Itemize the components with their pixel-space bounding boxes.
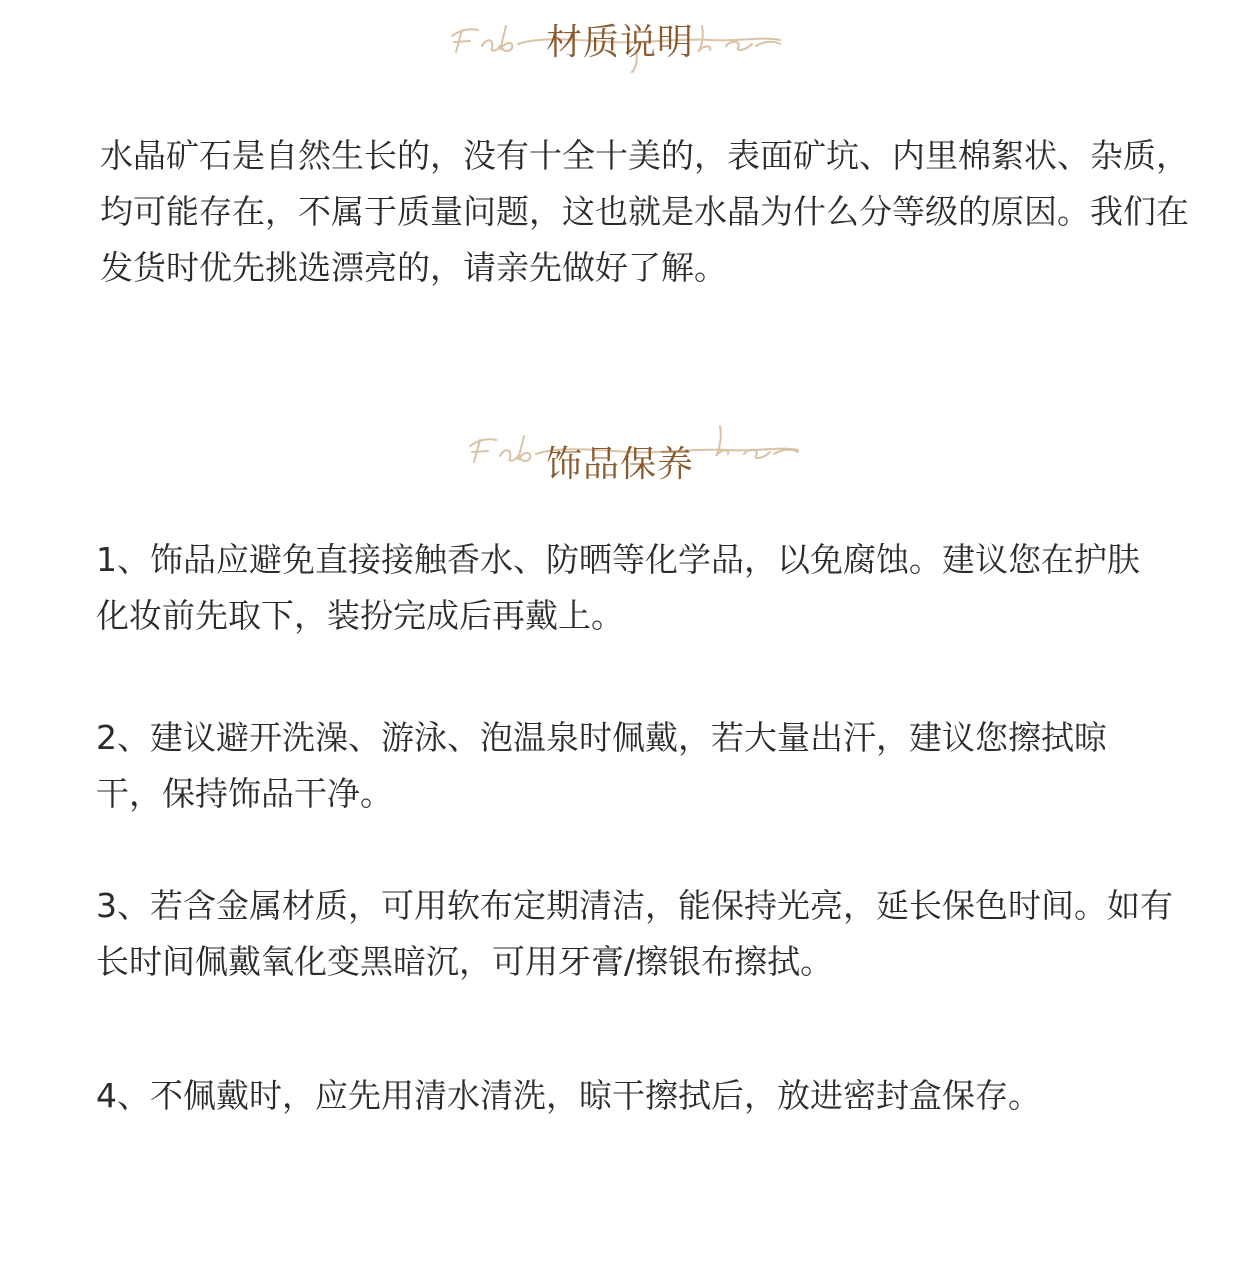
care-heading [0,418,1240,488]
care-tip-4: 4、不佩戴时，应先用清水清洗，晾干擦拭后，放进密封盒保存。 [96,1076,1041,1115]
care-tip-3: 3、若含金属材质，可用软布定期清洁，能保持光亮，延长保色时间。如有长时间佩戴氧化变黑暗沉，可用牙膏/擦银布擦拭。 [96,886,1173,981]
section-title: 材质说明 [545,22,694,63]
material-description: 水晶矿石是自然生长的，没有十全十美的，表面矿坑、内里棉絮状、杂质，均可能存在，不属于质量问题，这也就是水晶为什么分等级的原因。我们在发货时优先挑选漂亮的，请亲先做好了解。 [100,136,1189,287]
material-heading [0,6,1240,76]
section-title: 饰品保养 [545,444,694,485]
care-tip-1: 1、饰品应避免直接接触香水、防晒等化学品，以免腐蚀。建议您在护肤化妆前先取下，装扮完成后再戴上。 [96,540,1140,635]
care-tip-2: 2、建议避开洗澡、游泳、泡温泉时佩戴，若大量出汗，建议您擦拭晾干，保持饰品干净。 [96,718,1107,813]
